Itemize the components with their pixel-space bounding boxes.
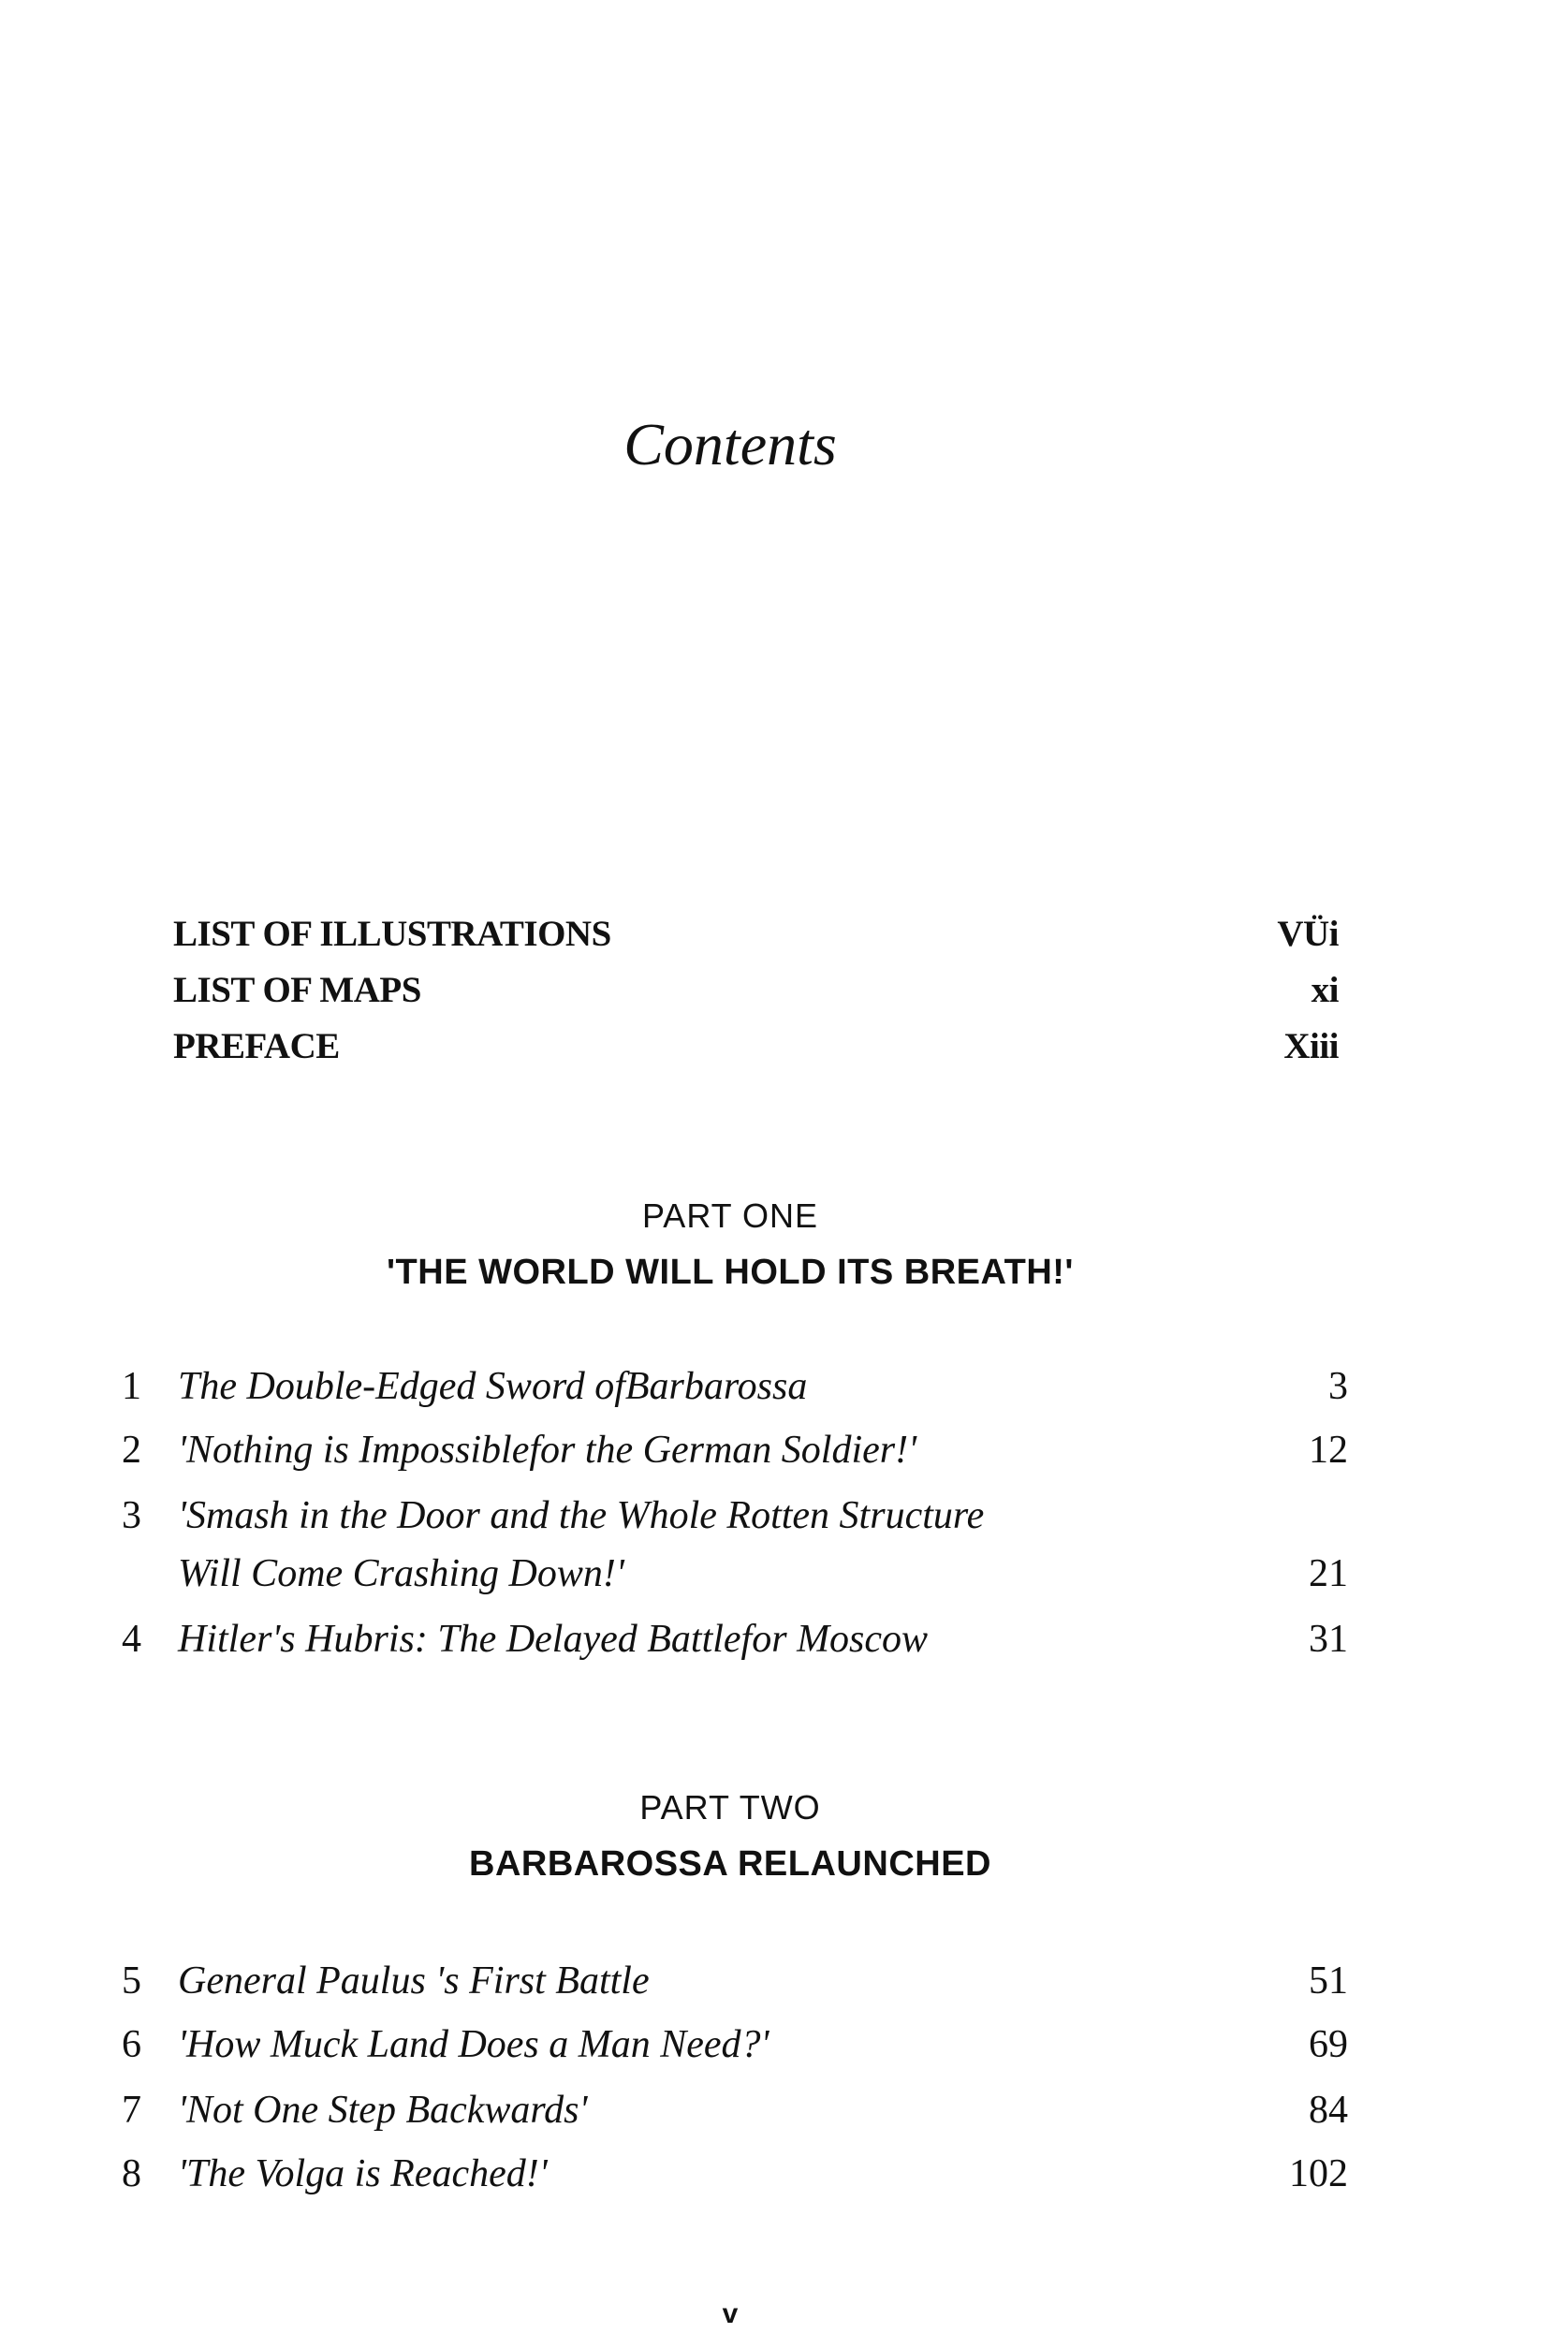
chapter-number: 5 bbox=[122, 1959, 141, 2003]
front-matter-item bbox=[173, 910, 1339, 957]
front-matter-item bbox=[173, 966, 1339, 1013]
chapter-page: 51 bbox=[1309, 1959, 1348, 2003]
part-two-title: BARBAROSSA RELAUNCHED bbox=[469, 1844, 991, 1884]
chapter-page: 3 bbox=[1328, 1365, 1348, 1408]
front-matter-label: LIST OF ILLUSTRATIONS bbox=[173, 913, 611, 954]
chapter-title: Hitler's Hubris: The Delayed Battlefor Moscow bbox=[178, 1618, 929, 1661]
chapter-title-continued: Will Come Crashing Down!' bbox=[178, 1552, 624, 1595]
chapter-title: 'The Volga is Reached!' bbox=[178, 2152, 548, 2195]
chapter-number: 2 bbox=[122, 1429, 141, 1472]
chapter-title: 'Nothing is Impossiblefor the German Soldier!' bbox=[178, 1429, 917, 1472]
chapter-title: General Paulus 's First Battle bbox=[178, 1959, 650, 2003]
chapter-number: 8 bbox=[122, 2152, 141, 2195]
chapter-page: 69 bbox=[1309, 2023, 1348, 2066]
chapter-number: 7 bbox=[122, 2089, 141, 2132]
front-matter-page: xi bbox=[1311, 969, 1339, 1010]
chapter-page: 12 bbox=[1309, 1429, 1348, 1472]
chapter-title: The Double-Edged Sword ofBarbarossa bbox=[178, 1365, 808, 1408]
part-one-title: 'THE WORLD WILL HOLD ITS BREATH!' bbox=[387, 1253, 1074, 1292]
page-folio: v bbox=[722, 2298, 739, 2329]
chapter-page: 102 bbox=[1289, 2152, 1348, 2195]
chapter-number: 3 bbox=[122, 1494, 141, 1537]
chapter-title: 'Not One Step Backwards' bbox=[178, 2089, 588, 2132]
chapter-number: 4 bbox=[122, 1618, 141, 1661]
front-matter-label: LIST OF MAPS bbox=[173, 969, 421, 1010]
front-matter-page: VÜi bbox=[1277, 913, 1339, 954]
chapter-number: 6 bbox=[122, 2023, 141, 2066]
chapter-number: 1 bbox=[122, 1365, 141, 1408]
page-title: Contents bbox=[623, 411, 837, 477]
front-matter-label: PREFACE bbox=[173, 1025, 340, 1066]
part-two-label: PART TWO bbox=[639, 1788, 821, 1827]
chapter-page: 84 bbox=[1309, 2089, 1348, 2132]
chapter-title: 'Smash in the Door and the Whole Rotten Structure bbox=[178, 1494, 985, 1537]
part-one-label: PART ONE bbox=[641, 1196, 819, 1235]
chapter-page: 31 bbox=[1309, 1618, 1348, 1661]
chapter-title: 'How Muck Land Does a Man Need?' bbox=[178, 2023, 769, 2066]
chapter-page: 21 bbox=[1309, 1552, 1348, 1595]
front-matter-page: Xiii bbox=[1283, 1025, 1339, 1066]
front-matter-item bbox=[173, 1022, 1339, 1069]
